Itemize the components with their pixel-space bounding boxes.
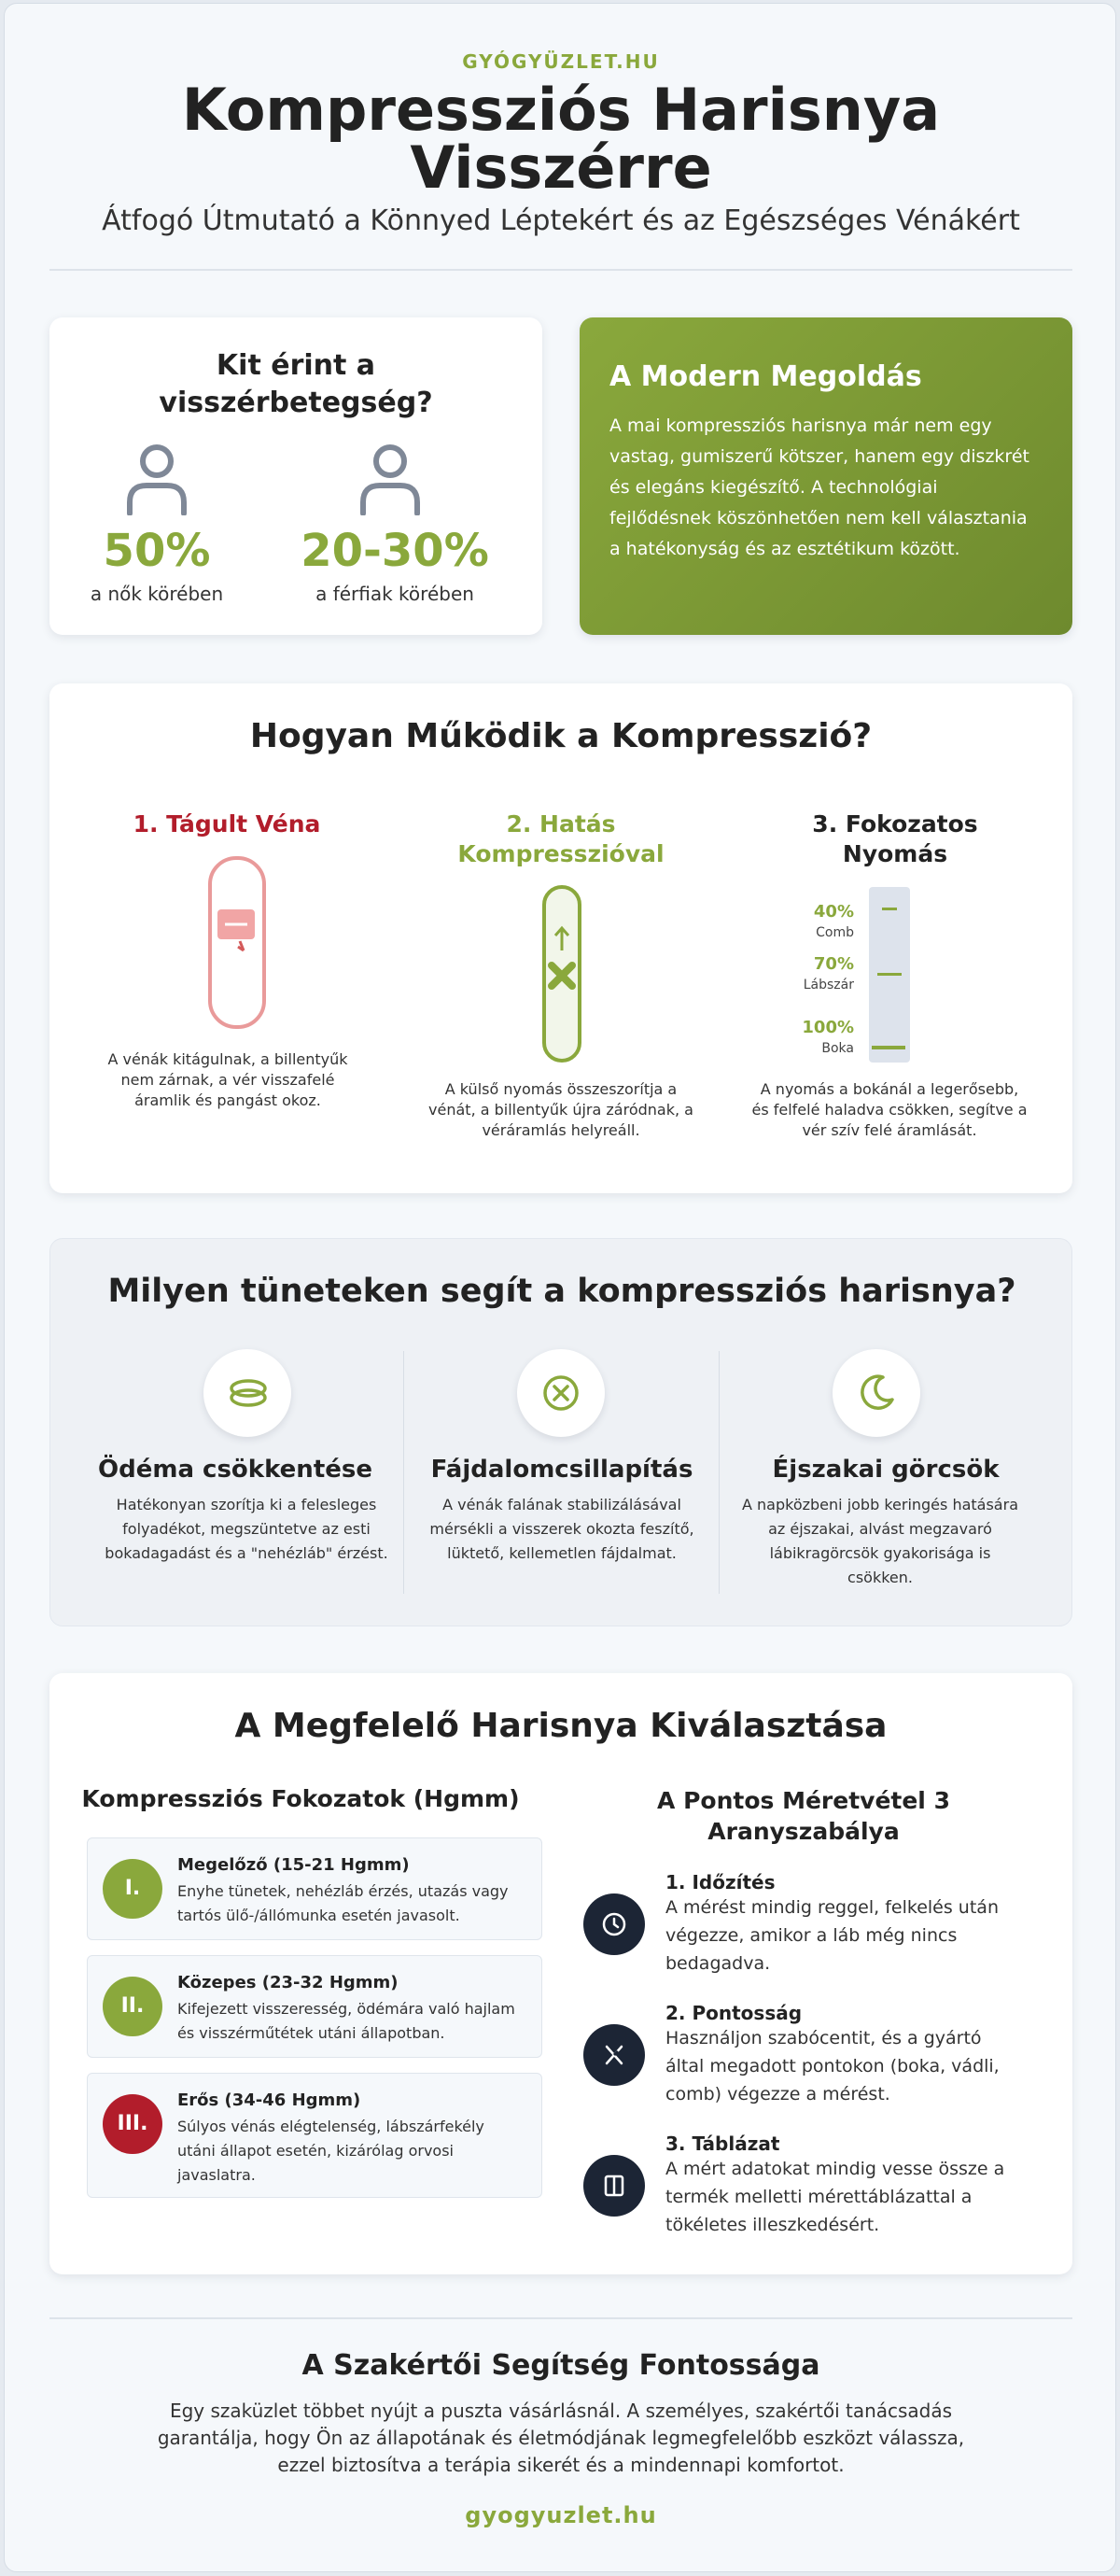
step3-title-line1: 3. Fokozatos <box>812 810 978 838</box>
expert-text-line1: Egy szaküzlet többet nyújt a puszta vásárlásnál. A személyes, szakértői tanácsadás <box>169 2400 953 2422</box>
level3-desc: Súlyos vénás elégtelenség, lábszárfekély utáni állapot esetén, kizárólag orvosi javaslatra. <box>177 2118 484 2184</box>
rule-icon-circle <box>583 1893 645 1955</box>
level-badge: III. <box>103 2094 162 2154</box>
page <box>4 3 1116 2572</box>
person-icon <box>357 441 423 515</box>
step1-title: 1. Tágult Véna <box>133 810 321 838</box>
how-card <box>49 683 1072 1193</box>
who-card <box>49 317 542 635</box>
gradient-calf-label: Lábszár <box>803 978 854 992</box>
level-card-2 <box>87 1955 542 2058</box>
valve-icon <box>216 906 260 962</box>
closed-valve-icon <box>544 924 580 999</box>
person-icon <box>124 441 189 515</box>
step2-title-line2: Kompresszióval <box>457 840 665 867</box>
measure-icon <box>601 2042 627 2068</box>
footer-brand-link[interactable]: gyogyuzlet.hu <box>465 2502 657 2528</box>
symptoms-title: Milyen tüneteken segít a kompressziós harisnya? <box>107 1273 1016 1310</box>
pain-relief-icon <box>540 1372 581 1414</box>
page-subtitle: Átfogó Útmutató a Könnyed Léptekért és az Egészséges Vénákért <box>102 204 1020 237</box>
symptom2-title: Fájdalomcsillapítás <box>430 1456 693 1484</box>
rules-title-line1: A Pontos Méretvétel 3 <box>657 1787 950 1814</box>
levels-title: Kompressziós Fokozatok (Hgmm) <box>81 1785 520 1812</box>
level2-title: Közepes (23-32 Hgmm) <box>177 1973 399 1992</box>
symptom3-title: Éjszakai görcsök <box>772 1456 1000 1484</box>
symptom3-desc: A napközbeni jobb keringés hatására az éjszakai, alvást megzavaró lábikragörcsök gyakorisága is csökken. <box>742 1496 1018 1586</box>
divider <box>403 1351 404 1594</box>
rule2-desc: Használjon szabócentit, és a gyártó által megadott pontokon (boka, vádli, comb) végezze a mérést. <box>665 2028 1000 2104</box>
divider <box>719 1351 720 1594</box>
symptoms-card <box>49 1238 1072 1626</box>
who-title-line1: Kit érint a <box>216 349 376 382</box>
table-icon <box>602 2174 626 2198</box>
expert-text-line3: ezzel biztosítva a terápia sikerét és a mindennapi komfortot. <box>277 2454 845 2476</box>
rule-icon-circle <box>583 2155 645 2217</box>
step3-desc: A nyomás a bokánál a legerősebb, és felfelé haladva csökken, segítve a vér szív felé áramlását. <box>751 1080 1028 1139</box>
swelling-icon <box>228 1377 269 1409</box>
choose-card <box>49 1673 1072 2274</box>
rule1-title: 1. Időzítés <box>665 1871 776 1893</box>
moon-icon <box>857 1372 898 1413</box>
brand-label: GYÓGYÜZLET.HU <box>462 50 660 73</box>
symptom-icon-circle <box>517 1349 605 1437</box>
modern-title: A Modern Megoldás <box>609 360 922 393</box>
gradient-ankle-label: Boka <box>821 1041 854 1056</box>
stat-men-label: a férfiak körében <box>315 583 474 605</box>
gradient-thigh-label: Comb <box>816 925 854 940</box>
level-badge: II. <box>103 1977 162 2036</box>
pressure-mark-calf <box>877 973 902 976</box>
level3-title: Erős (34-46 Hgmm) <box>177 2090 361 2110</box>
divider <box>49 2317 1072 2319</box>
choose-title: A Megfelelő Harisnya Kiválasztása <box>234 1707 888 1745</box>
symptom2-desc: A vénák falának stabilizálásával mérsékli a visszerek okozta feszítő, lüktető, kellemetlen fájdalmat. <box>429 1496 694 1562</box>
gradient-calf-value: 70% <box>813 954 854 974</box>
step1-desc: A vénák kitágulnak, a billentyűk nem zárnak, a vér visszafelé áramlik és pangást okoz. <box>107 1050 348 1109</box>
stat-women-value: 50% <box>103 525 211 577</box>
level1-title: Megelőző (15-21 Hgmm) <box>177 1855 410 1875</box>
stat-women-label: a nők körében <box>90 583 224 605</box>
stat-men-value: 20-30% <box>301 525 489 577</box>
level2-desc: Kifejezett visszeresség, ödémára való hajlam és visszérműtétek utáni állapotban. <box>177 2000 515 2042</box>
symptom1-desc: Hatékonyan szorítja ki a felesleges folyadékot, megszüntetve az esti bokadagadást és a "nehézláb" érzést. <box>105 1496 388 1562</box>
page-title-line2: Visszérre <box>410 134 712 202</box>
expert-title: A Szakértői Segítség Fontossága <box>301 2349 820 2382</box>
who-title-line2: visszérbetegség? <box>159 387 433 419</box>
pressure-mark-ankle <box>872 1046 905 1049</box>
level-badge: I. <box>103 1859 162 1919</box>
symptom-icon-circle <box>833 1349 920 1437</box>
clock-icon <box>601 1911 627 1937</box>
gradient-ankle-value: 100% <box>802 1018 854 1037</box>
step2-desc: A külső nyomás összeszorítja a vénát, a billentyűk újra záródnak, a véráramlás helyreáll. <box>428 1080 693 1139</box>
rule1-desc: A mérést mindig reggel, felkelés után végezze, amikor a láb még nincs bedagadva. <box>665 1897 999 1974</box>
symptom-icon-circle <box>203 1349 291 1437</box>
level-card-1 <box>87 1837 542 1940</box>
step3-title-line2: Nyomás <box>842 840 948 867</box>
rule3-title: 3. Táblázat <box>665 2133 780 2155</box>
rule2-title: 2. Pontosság <box>665 2002 803 2024</box>
symptom1-title: Ödéma csökkentése <box>98 1456 372 1484</box>
page-title-line1: Kompressziós Harisnya <box>181 76 941 144</box>
pressure-mark-thigh <box>882 908 897 910</box>
modern-text: A mai kompressziós harisnya már nem egy vastag, gumiszerű kötszer, hanem egy diszkrét és elegáns kiegészítő. A technológiai fejlődésnek köszönhetően nem kell választania a hatékonyság és az esztétikum között. <box>609 415 1029 559</box>
rule-icon-circle <box>583 2024 645 2086</box>
step2-title-line1: 2. Hatás <box>506 810 616 838</box>
level1-desc: Enyhe tünetek, nehézláb érzés, utazás vagy tartós ülő-/állómunka esetén javasolt. <box>177 1882 509 1924</box>
how-title: Hogyan Működik a Kompresszió? <box>249 717 873 755</box>
level-card-3 <box>87 2073 542 2198</box>
modern-solution-card <box>580 317 1072 635</box>
rules-title-line2: Aranyszabálya <box>707 1818 900 1845</box>
divider <box>49 269 1072 271</box>
gradient-thigh-value: 40% <box>813 902 854 922</box>
expert-text-line2: garantálja, hogy Ön az állapotának és életmódjának legmegfelelőbb eszközt válassza, <box>157 2427 965 2449</box>
rule3-desc: A mért adatokat mindig vesse össze a termék melletti mérettáblázattal a tökéletes illeszkedésért. <box>665 2159 1005 2235</box>
